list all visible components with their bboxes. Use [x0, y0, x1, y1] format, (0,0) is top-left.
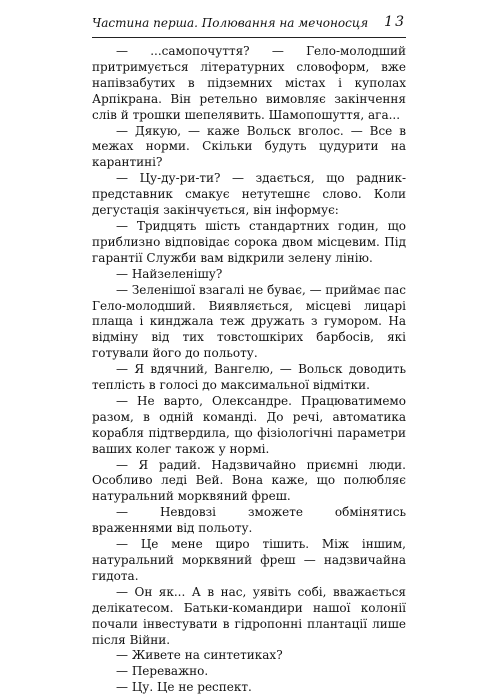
paragraph-1: — ...самопочуття? — Гело-молодший притримується літературних словоформ, вже напівзабутих в підземних містах і куполах Арпікрана. Він ретельно вимовляє закінчення слів й трошки шепелявить. Шамопошуття, ага... [92, 44, 406, 122]
paragraph-2: — Дякую, — каже Вольск вголос. — Все в межах норми. Скільки будуть цудурити на карантині? [92, 123, 406, 170]
page-number: 13 [384, 14, 406, 30]
paragraph-8: — Не варто, Олександре. Працюватимемо разом, в одній команді. До речі, автоматика корабля підтвердила, що фізіологічні параметри ваших колег також у нормі. [92, 393, 406, 456]
paragraph-10: — Невдовзі зможете обмінятись враженнями від польоту. [92, 505, 406, 536]
paragraph-5: — Найзеленішу? [116, 266, 223, 281]
paragraph-15: — Цу. Це не респект. [116, 680, 252, 695]
paragraph-4: — Тридцять шість стандартних годин, що приблизно відповідає сорока двом місцевим. Під гарантії Служби вам відкрили зелену лінію. [92, 218, 406, 265]
running-title: Частина перша. Полювання на мечоносця [92, 16, 369, 30]
paragraph-6: — Зеленішої взагалі не буває, — приймає пас Гело-молодший. Виявляється, місцеві лицарі плаща і кинджала теж дружать з гумором. На відміну від тих товстошкірих барбосів, які готували його до польоту. [92, 282, 407, 361]
paragraph-12: — Он як... А в нас, уявіть собі, вважається делікатесом. Батьки-командири нашої колонії почали інвестувати в гідропонні плантації лише після Війни. [92, 584, 406, 647]
body-text [92, 44, 406, 696]
paragraph-9: — Я радий. Надзвичайно приємні люди. Особливо леді Вей. Вона каже, що полюбляє натуральний морквяний фреш. [92, 457, 406, 504]
paragraph-11: — Це мене щиро тішить. Між іншим, натуральний морквяний фреш — надзвичайна гидота. [92, 537, 406, 583]
running-header [92, 7, 406, 38]
paragraph-14: — Переважно. [116, 664, 209, 679]
paragraph-13: — Живете на синтетиках? [116, 648, 283, 663]
paragraph-3: — Цу-ду-ри-ти? — здається, що радник-представник смакує нетутешнє слово. Коли дегустація закінчується, він інформує: [92, 171, 406, 218]
paragraph-7: — Я вдячний, Вангелю, — Вольск доводить теплість в голосі до максимальної відмітки. [92, 362, 406, 393]
